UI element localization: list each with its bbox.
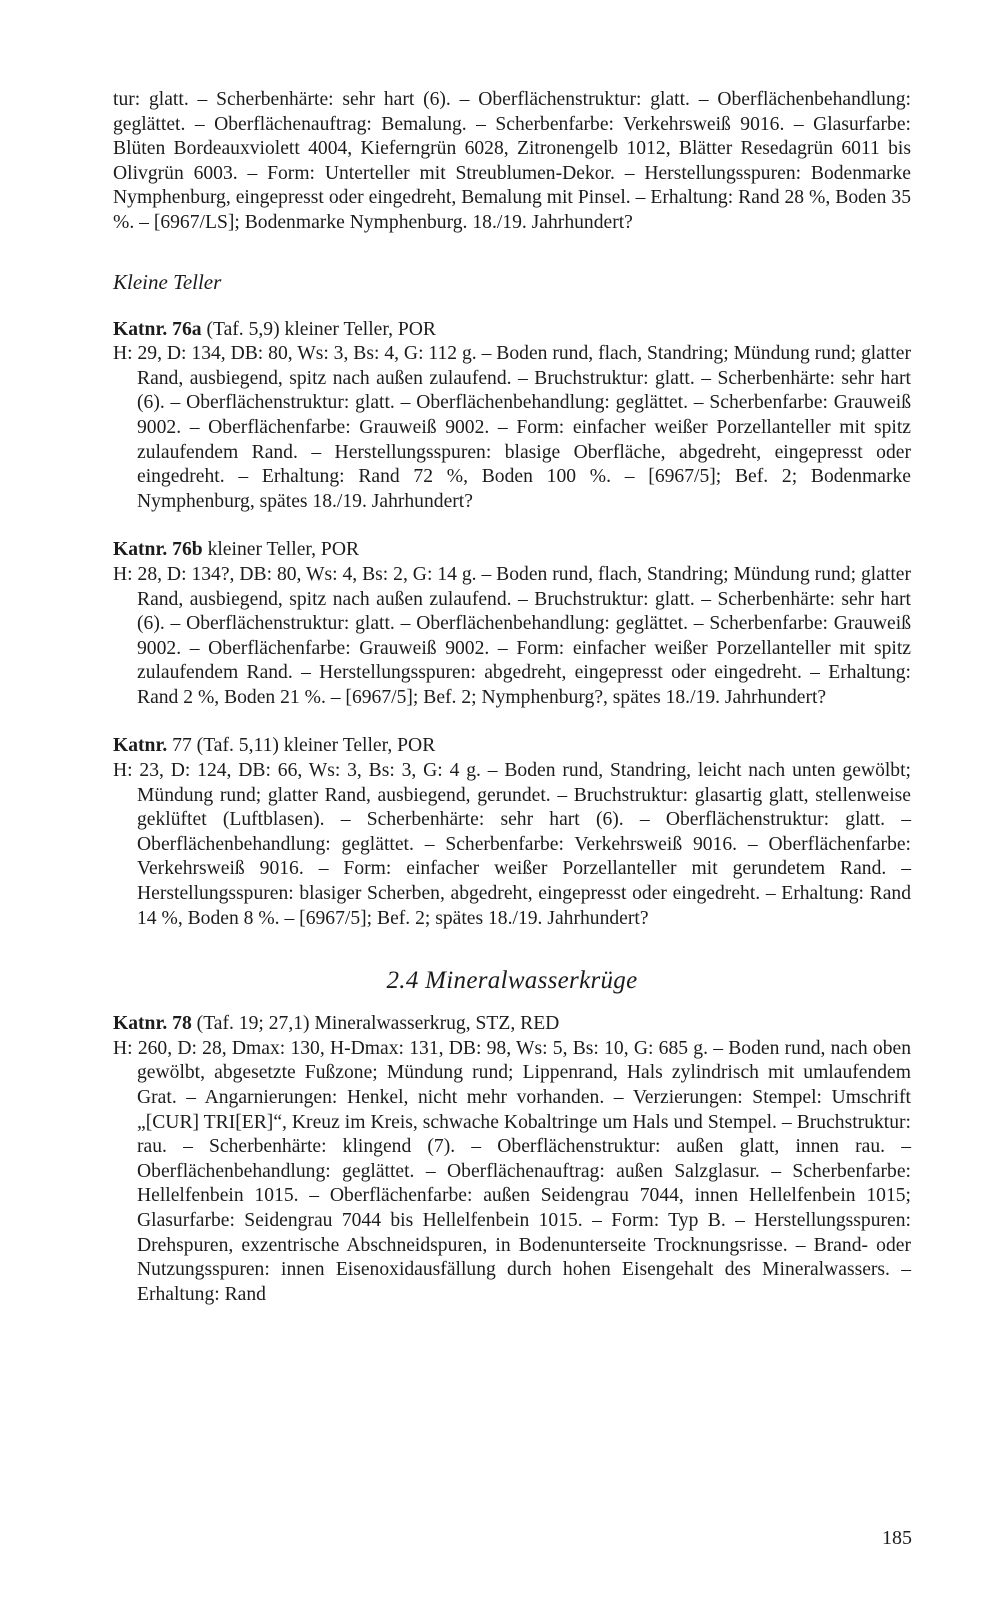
catalog-entry-76b bbox=[113, 538, 911, 710]
entry-heading bbox=[113, 538, 911, 563]
entry-number: 77 bbox=[172, 735, 192, 757]
entry-heading bbox=[113, 1012, 911, 1037]
entry-title: (Taf. 5,9) kleiner Teller, POR bbox=[201, 318, 436, 340]
entry-label: Katnr. bbox=[113, 1013, 168, 1035]
entry-body: H: 23, D: 124, DB: 66, Ws: 3, Bs: 3, G: 4 g. – Boden rund, Standring, leicht nach unten gewölbt; Mündung rund; glatter Rand, ausbiegend, gerundet. – Bruchstruktur: glasartig glatt, stellenweise geklüftet (Luftblasen). – Scherbenhärte: sehr hart (6). – Oberflächenstruktur: glatt. – Oberflächenbehandlung: geglättet. – Scherbenfarbe: Verkehrsweiß 9016. – Oberflächenfarbe: Verkehrsweiß 9016. – Form: einfacher weißer Porzellanteller mit gerundetem Rand. – Herstellungsspuren: blasiger Scherben, abgedreht, eingepresst oder eingedreht. – Erhaltung: Rand 14 %, Boden 8 %. – [6967/5]; Bef. 2; spätes 18./19. Jahrhundert? bbox=[113, 760, 911, 929]
entry-body: H: 29, D: 134, DB: 80, Ws: 3, Bs: 4, G: 112 g. – Boden rund, flach, Standring; Mündung rund; glatter Rand, ausbiegend, spitz nach außen zulaufend. – Bruchstruktur: glatt. – Scherbenhärte: sehr hart (6). – Oberflächenstruktur: glatt. – Oberflächenbehandlung: geglättet. – Scherbenfarbe: Grauweiß 9002. – Oberflächenfarbe: Grauweiß 9002. – Form: einfacher weißer Porzellanteller mit spitz zulaufendem Rand. – Herstellungsspuren: blasige Oberfläche, abgedreht, eingepresst oder eingedreht. – Erhaltung: Rand 72 %, Boden 100 %. – [6967/5]; Bef. 2; Bodenmarke Nymphenburg, spätes 18./19. Jahrhundert? bbox=[113, 343, 911, 512]
entry-number: 76a bbox=[172, 318, 202, 340]
entry-label: Katnr. bbox=[113, 539, 168, 561]
section-title-kleine-teller: Kleine Teller bbox=[113, 269, 222, 294]
entry-number: 76b bbox=[172, 539, 203, 561]
entry-heading bbox=[113, 318, 911, 343]
intro-paragraph: tur: glatt. – Scherbenhärte: sehr hart (6). – Oberflächenstruktur: glatt. – Oberflächenbehandlung: geglättet. – Oberflächenauftrag: Bemalung. – Scherbenfarbe: Verkehrsweiß 9016. – Glasurfarbe: Blüten Bordeauxviolett 4004, Kieferngrün 6028, Zitronengelb 1012, Blätter Resedagrün 6011 bis Olivgrün 6003. – Form: Unterteller mit Streublumen-Dekor. – Herstellungsspuren: Bodenmarke Nymphenburg, eingepresst oder eingedreht, Bemalung mit Pinsel. – Erhaltung: Rand 28 %, Boden 35 %. – [6967/LS]; Bodenmarke Nymphenburg. 18./19. Jahrhundert? bbox=[113, 89, 911, 233]
entry-label: Katnr. bbox=[113, 318, 168, 340]
entry-body: H: 260, D: 28, Dmax: 130, H-Dmax: 131, DB: 98, Ws: 5, Bs: 10, G: 685 g. – Boden rund, nach oben gewölbt, abgesetzte Fußzone; Mündung rund; Lippenrand, Hals zylindrisch mit umlaufendem Grat. – Angarnierungen: Henkel, nicht mehr vorhanden. – Verzierungen: Stempel: Umschrift „[CUR] TRI[ER]“, Kreuz im Kreis, schwache Kobaltringe um Hals und Stempel. – Bruchstruktur: rau. – Scherbenhärte: klingend (7). – Oberflächenstruktur: außen glatt, innen rau. – Oberflächenbehandlung: geglättet. – Oberflächenauftrag: außen Salzglasur. – Scherbenfarbe: Hellelfenbein 1015. – Oberflächenfarbe: außen Seidengrau 7044, innen Hellelfenbein 1015; Glasurfarbe: Seidengrau 7044 bis Hellelfenbein 1015. – Form: Typ B. – Herstellungsspuren: Drehspuren, exzentrische Abschneidspuren, in Bodenunterseite Trocknungsrisse. – Brand- oder Nutzungsspuren: innen Eisenoxidausfällung durch hohen Eisengehalt des Mineralwassers. – Erhaltung: Rand bbox=[113, 1037, 911, 1305]
entry-body: H: 28, D: 134?, DB: 80, Ws: 4, Bs: 2, G: 14 g. – Boden rund, flach, Standring; Mündung rund; glatter Rand, ausbiegend, spitz nach außen zulaufend. – Bruchstruktur: glatt. – Scherbenhärte: sehr hart (6). – Oberflächenstruktur: glatt. – Oberflächenbehandlung: geglättet. – Scherbenfarbe: Grauweiß 9002. – Oberflächenfarbe: Grauweiß 9002. – Form: einfacher weißer Porzellanteller mit spitz zulaufendem Rand. – Herstellungsspuren: abgedreht, eingepresst oder eingedreht. – Erhaltung: Rand 2 %, Boden 21 %. – [6967/5]; Bef. 2; Nymphenburg?, spätes 18./19. Jahrhundert? bbox=[113, 563, 911, 708]
page-number: 185 bbox=[882, 1527, 912, 1549]
catalog-entry-77 bbox=[113, 734, 911, 931]
entry-title: (Taf. 19; 27,1) Mineralwasserkrug, STZ, RED bbox=[191, 1013, 560, 1035]
catalog-entry-76a bbox=[113, 318, 911, 515]
catalog-entry-78 bbox=[113, 1012, 911, 1307]
entry-label: Katnr. bbox=[113, 735, 168, 757]
entry-number: 78 bbox=[172, 1013, 192, 1035]
entry-title: (Taf. 5,11) kleiner Teller, POR bbox=[191, 735, 436, 757]
page-content bbox=[113, 88, 911, 1331]
entry-heading bbox=[113, 734, 911, 759]
entry-title: kleiner Teller, POR bbox=[202, 539, 360, 561]
subsection-title-mineralwasserkruege: 2.4 Mineralwasserkrüge bbox=[386, 967, 638, 995]
